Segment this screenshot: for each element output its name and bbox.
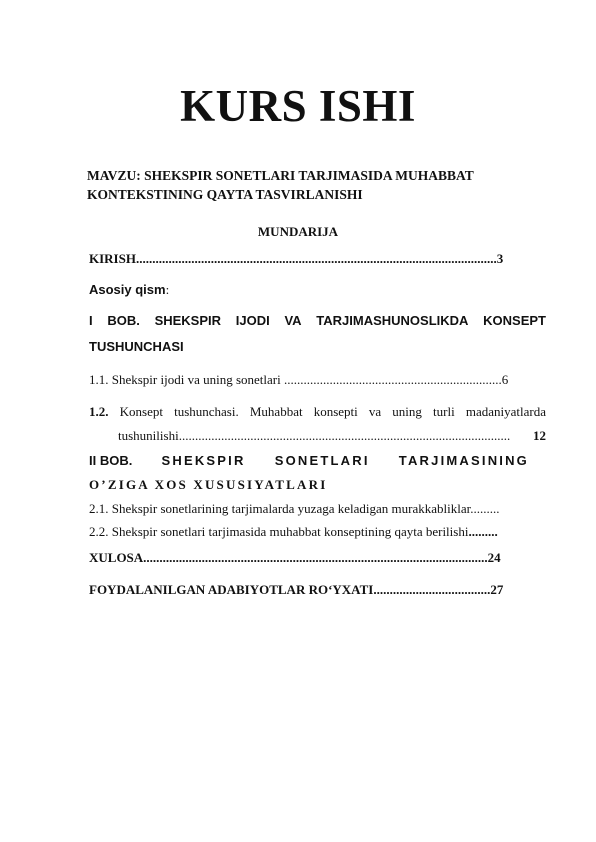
toc-section-2-1: 2.1. Shekspir sonetlarining tarjimalarda yuzaga keladigan murakkabliklar......... (89, 501, 500, 516)
topic-line-2: KONTEKSTINING QAYTA TASVIRLANISHI (87, 187, 363, 202)
section-1-2-line-2-text: tushunilishi (118, 428, 179, 443)
chapter-1-word: SHEKSPIR (154, 313, 222, 328)
section-1-2-word: Muhabbat (249, 404, 303, 419)
section-1-2-word: konsepti (313, 404, 358, 419)
chapter-1-word: KONSEPT (483, 313, 546, 328)
topic-block (87, 166, 557, 204)
toc-chapter-2-line-1 (89, 453, 529, 468)
chapter-2-word: SHEKSPIR (161, 453, 246, 468)
chapter-1-word: I (89, 313, 93, 328)
toc-chapter-1-line-1 (89, 313, 546, 328)
section-1-2-word: va (368, 404, 382, 419)
section-1-2-page: 12 (533, 428, 546, 443)
toc-section-2-2 (89, 524, 546, 540)
section-1-2-word: turli (433, 404, 455, 419)
toc-section-1-2-line-2 (89, 428, 546, 444)
toc-chapter-2 (89, 453, 546, 468)
toc-references: FOYDALANILGAN ADABIYOTLAR RO‘YXATI....................................27 (89, 582, 504, 597)
section-1-2-number: 1.2. (89, 404, 109, 419)
toc-section-2-2-leader: ......... (468, 524, 498, 539)
chapter-1-word: VA (284, 313, 302, 328)
document-title: KURS ISHI (180, 81, 416, 131)
chapter-2-word: SONETLARI (274, 453, 370, 468)
toc-intro: KIRISH...............................................................................................................3 (89, 251, 504, 266)
toc-section-1-1-text: 1.1. Shekspir ijodi va uning sonetlari ...................................................................6 (89, 372, 509, 387)
toc-section-1-2-line-1 (89, 404, 546, 420)
chapter-2-word: TARJIMASINING (398, 453, 529, 468)
section-1-2-word: tushunchasi. (174, 404, 239, 419)
section-1-2-word: madaniyatlarda (465, 404, 546, 419)
section-1-2-leader: ...................................................................................................... (178, 428, 511, 443)
toc-main-part-label: Asosiy qism (89, 282, 166, 297)
toc-section-1-2 (89, 404, 546, 420)
contents-heading: MUNDARIJA (257, 224, 339, 239)
toc-chapter-1-line-2: TUSHUNCHASI (89, 339, 184, 354)
section-1-2-word: Konsept (119, 404, 163, 419)
chapter-2-word: II BOB. (89, 453, 133, 468)
topic-line-1: MAVZU: SHEKSPIR SONETLARI TARJIMASIDA MUHABBAT (87, 168, 474, 183)
chapter-1-word: TARJIMASHUNOSLIKDA (316, 313, 469, 328)
toc-chapter-1 (89, 313, 546, 328)
section-1-2-word: uning (392, 404, 422, 419)
toc-section-1-1 (89, 372, 546, 388)
toc-main-part-colon: : (165, 282, 170, 297)
toc-section-1-2-line-2-inner (89, 428, 546, 444)
chapter-1-word: BOB. (107, 313, 140, 328)
toc-section-2-2-text: 2.2. Shekspir sonetlari tarjimasida muhabbat konseptining qayta berilishi (89, 524, 469, 539)
toc-conclusion: XULOSA..........................................................................................................24 (89, 550, 501, 565)
toc-chapter-2-line-2: O’ZIGA XOS XUSUSIYATLARI (89, 477, 328, 492)
toc-main-part (89, 282, 546, 298)
chapter-1-word: IJODI (235, 313, 270, 328)
